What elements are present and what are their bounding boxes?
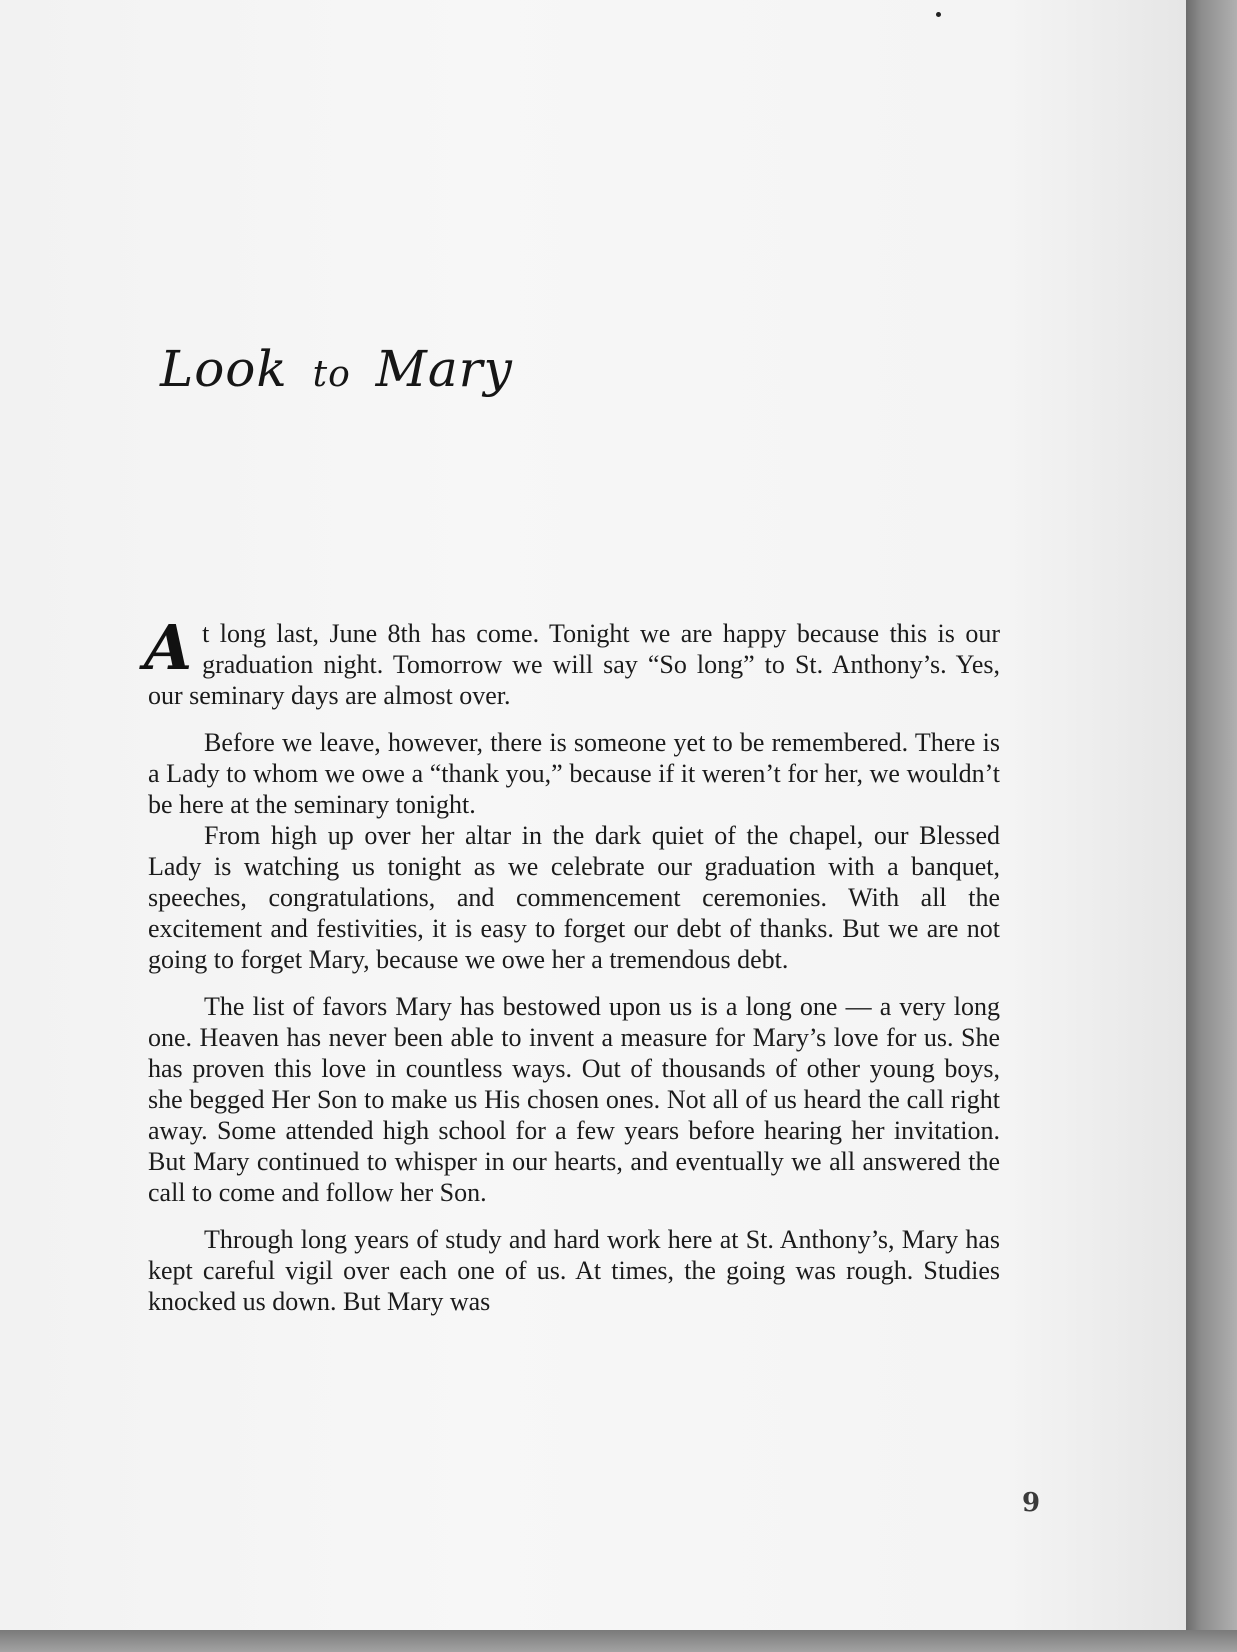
article-body bbox=[144, 611, 1000, 1317]
page-number: 9 bbox=[1022, 1488, 1041, 1518]
paragraph-2: Before we leave, however, there is someone yet to be remembered. There is a Lady to whom we owe a “thank you,” because if it weren’t for her, we wouldn’t be here at the seminary tonight. bbox=[148, 728, 1000, 819]
paragraph-1 bbox=[144, 611, 1000, 711]
paragraph-5: Through long years of study and hard work here at St. Anthony’s, Mary has kept careful vigil over each one of us. At times, the going was rough. Studies knocked us down. But Mary was bbox=[148, 1225, 1000, 1316]
title-word-to: to bbox=[312, 354, 351, 395]
paragraph-3: From high up over her altar in the dark quiet of the chapel, our Blessed Lady is watching us tonight as we celebrate our graduation with a banquet, speeches, congratulations, and commencement ceremonies. With all the excitement and festivities, it is easy to forget our debt of thanks. But we are not going to forget Mary, because we owe her a tremendous debt. bbox=[148, 821, 1000, 974]
title-word-mary: Mary bbox=[375, 340, 513, 398]
page-edge-bottom bbox=[0, 1630, 1237, 1652]
paragraph-1-text: t long last, June 8th has come. Tonight we are happy because this is our graduation night. Tomorrow we will say “So long” to St. Anthony’s. Yes, our seminary days are almost over. bbox=[148, 619, 1000, 710]
drop-cap: A bbox=[144, 611, 193, 684]
page-title bbox=[160, 340, 513, 398]
paragraph-4: The list of favors Mary has bestowed upon us is a long one — a very long one. Heaven has never been able to invent a measure for Mary’s love for us. She has proven this love in countless ways. Out of thousands of other young boys, she begged Her Son to make us His chosen ones. Not all of us heard the call right away. Some attended high school for a few years before hearing her invitation. But Mary continued to whisper in our hearts, and eventually we all answered the call to come and follow her Son. bbox=[148, 992, 1000, 1207]
page-edge-right bbox=[1186, 0, 1237, 1652]
title-word-look: Look bbox=[160, 340, 288, 398]
ink-speck bbox=[936, 12, 941, 17]
